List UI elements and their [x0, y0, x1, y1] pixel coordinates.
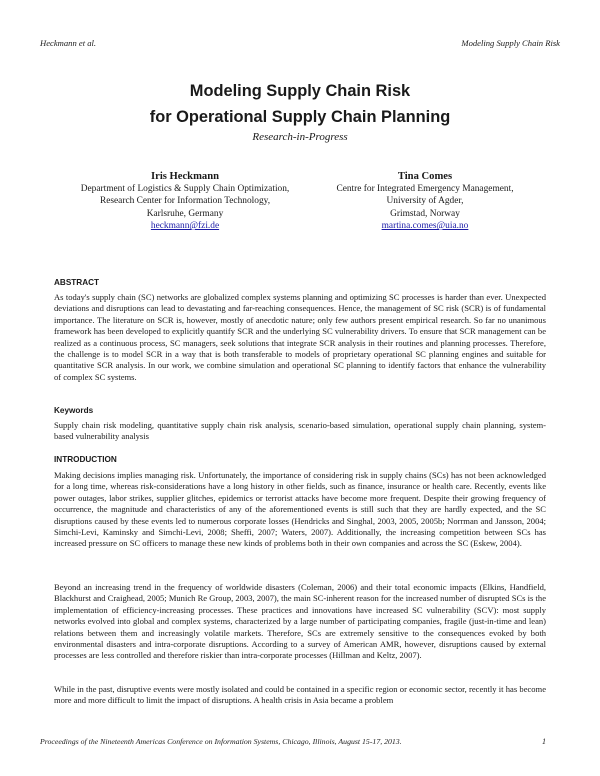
- keywords-heading: Keywords: [54, 406, 94, 415]
- paper-title-line1: Modeling Supply Chain Risk: [189, 82, 411, 100]
- author-name: Iris Heckmann: [151, 171, 219, 182]
- author-location: Grimstad, Norway: [390, 208, 460, 219]
- author-block-2: [290, 170, 560, 233]
- introduction-paragraph: Beyond an increasing trend in the frequency of worldwide disasters (Coleman, 2006) and their total economic impacts (Elkins, Handfield, Blackhurst and Craighead, 2005; Munich Re Group, 2003, 2007), the main SC-inherent reason for the increased number of disrupted SCs is the implementation of efficiency-increasing processes. These practices and innovations have increased SC vulnerability (SCV): most supply networks evolved into global and complex systems, characterized by a large number of participating companies, fragile (just-in-time and lean) relations between them and increasingly volatile markets. Therefore, SCs are extremely sensitive to the consequences evoked by both environmental disasters and intra-corporate disruptions. According to a survey of American AMR, however, disruptions caused by external processes are less controlled and therefore riskier than intra-corporate processes (Hillman and Keltz, 2007).: [54, 582, 546, 661]
- paper-subtitle: Research-in-Progress: [252, 131, 348, 143]
- author-email-link[interactable]: martina.comes@uia.no: [381, 221, 469, 232]
- author-email-link[interactable]: heckmann@fzi.de: [150, 221, 220, 232]
- author-location: Karlsruhe, Germany: [146, 208, 224, 219]
- author-affiliation: University of Agder,: [386, 196, 464, 207]
- abstract-text: As today's supply chain (SC) networks are globalized complex systems planning and optimizing SC processes is harder than ever. Unexpected deviations and disruptions can lead to devastating and far-reaching consequences. Hence, the management of SC risk (SCR) is of fundamental importance. The literature on SCR is, however, mostly of anecdotic nature; only few authors present empirical research. So far no unanimous framework has been developed to explicitly quantify SCR and the underlying SC vulnerability drivers. To ensure that SCR management can be realized as a continuous process, SC managers, seek solutions that integrate SCR analysis in their routines and planning processes. Therefore, the challenge is to model SCR in a way that is both transferable to models of proprietary operational SC planning engines and suitable for quantitative SCR analysis. In our work, we combine simulation and operational SC planning to identify factors that enhance the vulnerability of complex SC systems.: [54, 292, 546, 382]
- introduction-heading: INTRODUCTION: [54, 455, 117, 464]
- paper-title-line2: for Operational Supply Chain Planning: [149, 108, 451, 126]
- abstract-heading: ABSTRACT: [54, 278, 100, 287]
- running-header-title: Modeling Supply Chain Risk: [461, 38, 560, 48]
- author-affiliation: Research Center for Information Technology,: [99, 196, 271, 207]
- author-affiliation: Department of Logistics & Supply Chain Optimization,: [80, 184, 290, 194]
- introduction-paragraph: Making decisions implies managing risk. Unfortunately, the importance of considering risk in supply chains (SCs) has not been acknowledged for a long time, whereas risk-considerations have a long history in other fields, such as finance, insurance or health care. Recently, events like power outages, labor strikes, supplier glitches, epidemics or terrorist attacks have become more frequent. Despite their growing frequency of occurrence, the magnitude and characteristics of any of the aforementioned events is still such that they are hardly expected, and the SC disruptions caused by these events led to numerous corporate losses (Hendricks and Singhal, 2003, 2005, 2005b; Norrman and Jansson, 2004; Simchi-Levi, Kaminsky and Simchi-Levi, 2008; Sheffi, 2007; Waters, 2007). Additionally, the increasing competition between SCs has increased pressure on SC officers to manage these new kinds of problems both in their own companies and across the SC (Eskew, 2004).: [54, 470, 546, 549]
- footer-proceedings: [40, 737, 402, 746]
- author-name: Tina Comes: [397, 171, 453, 182]
- running-header-authors: Heckmann et al.: [40, 38, 97, 48]
- keywords-text: Supply chain risk modeling, quantitative supply chain risk analysis, scenario-based simulation, operational supply chain planning, system-based vulnerability analysis: [54, 420, 546, 442]
- author-affiliation: Centre for Integrated Emergency Management,: [336, 184, 514, 194]
- footer-conference: Proceedings of the Nineteenth Americas Conference on Information Systems,: [40, 737, 281, 746]
- page-number: 1: [542, 737, 546, 746]
- footer-location: Chicago, Illinois, August 15-17, 2013.: [282, 737, 402, 746]
- introduction-paragraph: While in the past, disruptive events were mostly isolated and could be contained in a specific region or economic sector, recently it has become more and more difficult to limit the impact of disruptions. A health crisis in Asia became a problem: [54, 684, 546, 706]
